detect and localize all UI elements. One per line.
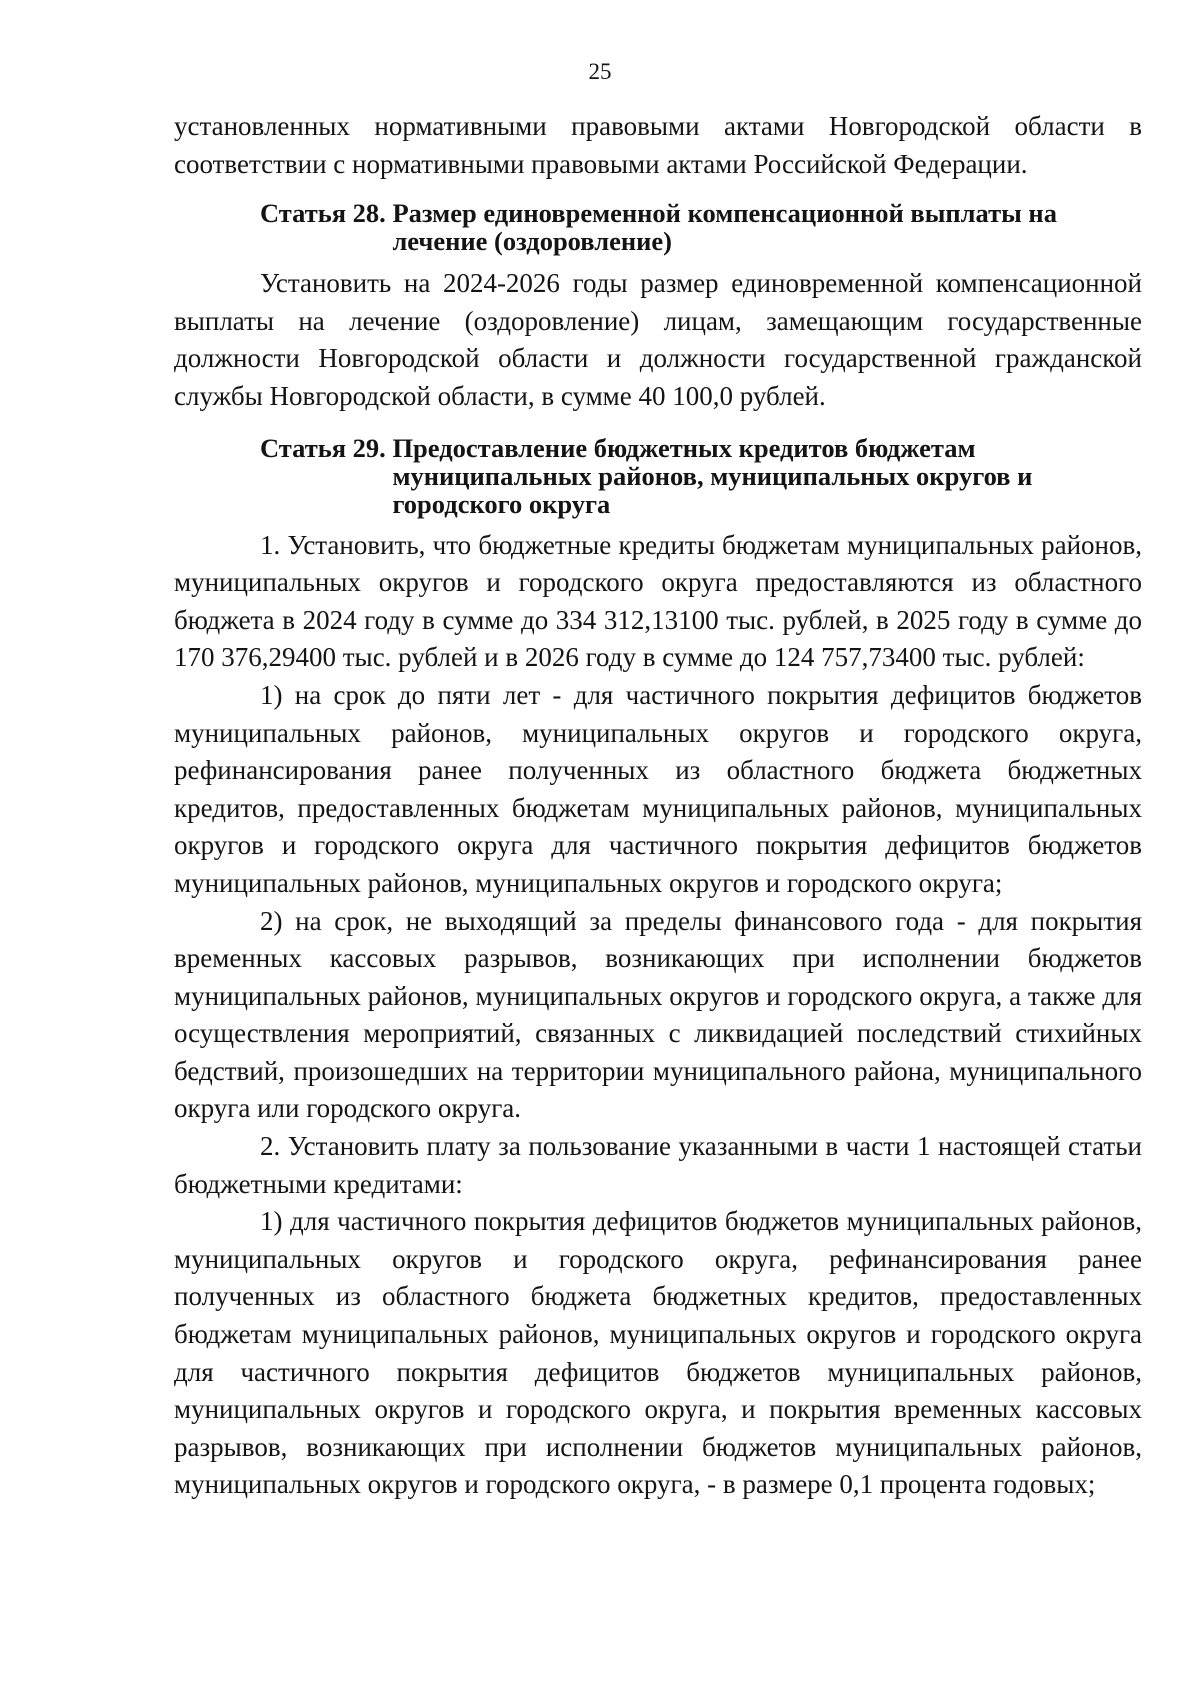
article-29-part-2: 2. Установить плату за пользование указанными в части 1 настоящей статьи бюджетными кредитами: <box>174 1131 1142 1199</box>
article-28-heading <box>174 199 1142 255</box>
article-29-heading <box>174 434 1142 518</box>
article-29-title: Предоставление бюджетных кредитов бюджетам муниципальных районов, муниципальных округов и городского округа <box>392 432 1033 519</box>
article-29-part-1: 1. Установить, что бюджетные кредиты бюджетам муниципальных районов, муниципальных округов и городского округа предоставляются из областного бюджета в 2024 году в сумме до 334 312,13100 тыс. рублей, в 2025 году в сумме до 170 376,29400 тыс. рублей и в 2026 году в сумме до 124 757,73400 тыс. рублей: <box>174 529 1142 673</box>
article-28-title: Размер единовременной компенсационной выплаты на лечение (оздоровление) <box>392 198 1057 257</box>
article-28-paragraph: Установить на 2024-2026 годы размер единовременной компенсационной выплаты на лечение (оздоровление) лицам, замещающим государственные должности Новгородской области и должности государственной гражданской службы Новгородской области, в сумме 40 100,0 рублей. <box>174 268 1142 411</box>
article-29-part-1-item-1: 1) на срок до пяти лет - для частичного покрытия дефицитов бюджетов муниципальных районов, муниципальных округов и городского округа, рефинансирования ранее полученных из областного бюджета бюджетных кредитов, предоставленных бюджетам муниципальных районов, муниципальных округов и городского округа для частичного покрытия дефицитов бюджетов муниципальных районов, муниципальных округов и городского округа; <box>174 679 1142 898</box>
continuation-paragraph: установленных нормативными правовыми актами Новгородской области в соответствии с нормативными правовыми актами Российской Федерации. <box>174 111 1142 179</box>
page-number: 25 <box>588 59 612 84</box>
document-body <box>174 108 1142 1504</box>
article-29-part-2-item-1: 1) для частичного покрытия дефицитов бюджетов муниципальных районов, муниципальных округов и городского округа, рефинансирования ранее полученных из областного бюджета бюджетных кредитов, предоставленных бюджетам муниципальных районов, муниципальных округов и городского округа для частичного покрытия дефицитов бюджетов муниципальных районов, муниципальных округов и городского округа, и покрытия временных кассовых разрывов, возникающих при исполнении бюджетов муниципальных районов, муниципальных округов и городского округа, - в размере 0,1 процента годовых; <box>174 1206 1142 1500</box>
article-28-number: Статья 28. <box>260 198 386 229</box>
article-29-number: Статья 29. <box>260 432 386 463</box>
article-29-part-1-item-2: 2) на срок, не выходящий за пределы финансового года - для покрытия временных кассовых разрывов, возникающих при исполнении бюджетов муниципальных районов, муниципальных округов и городского округа, а также для осуществления мероприятий, связанных с ликвидацией последствий стихийных бедствий, произошедших на территории муниципального района, муниципального округа или городского округа. <box>174 905 1142 1124</box>
